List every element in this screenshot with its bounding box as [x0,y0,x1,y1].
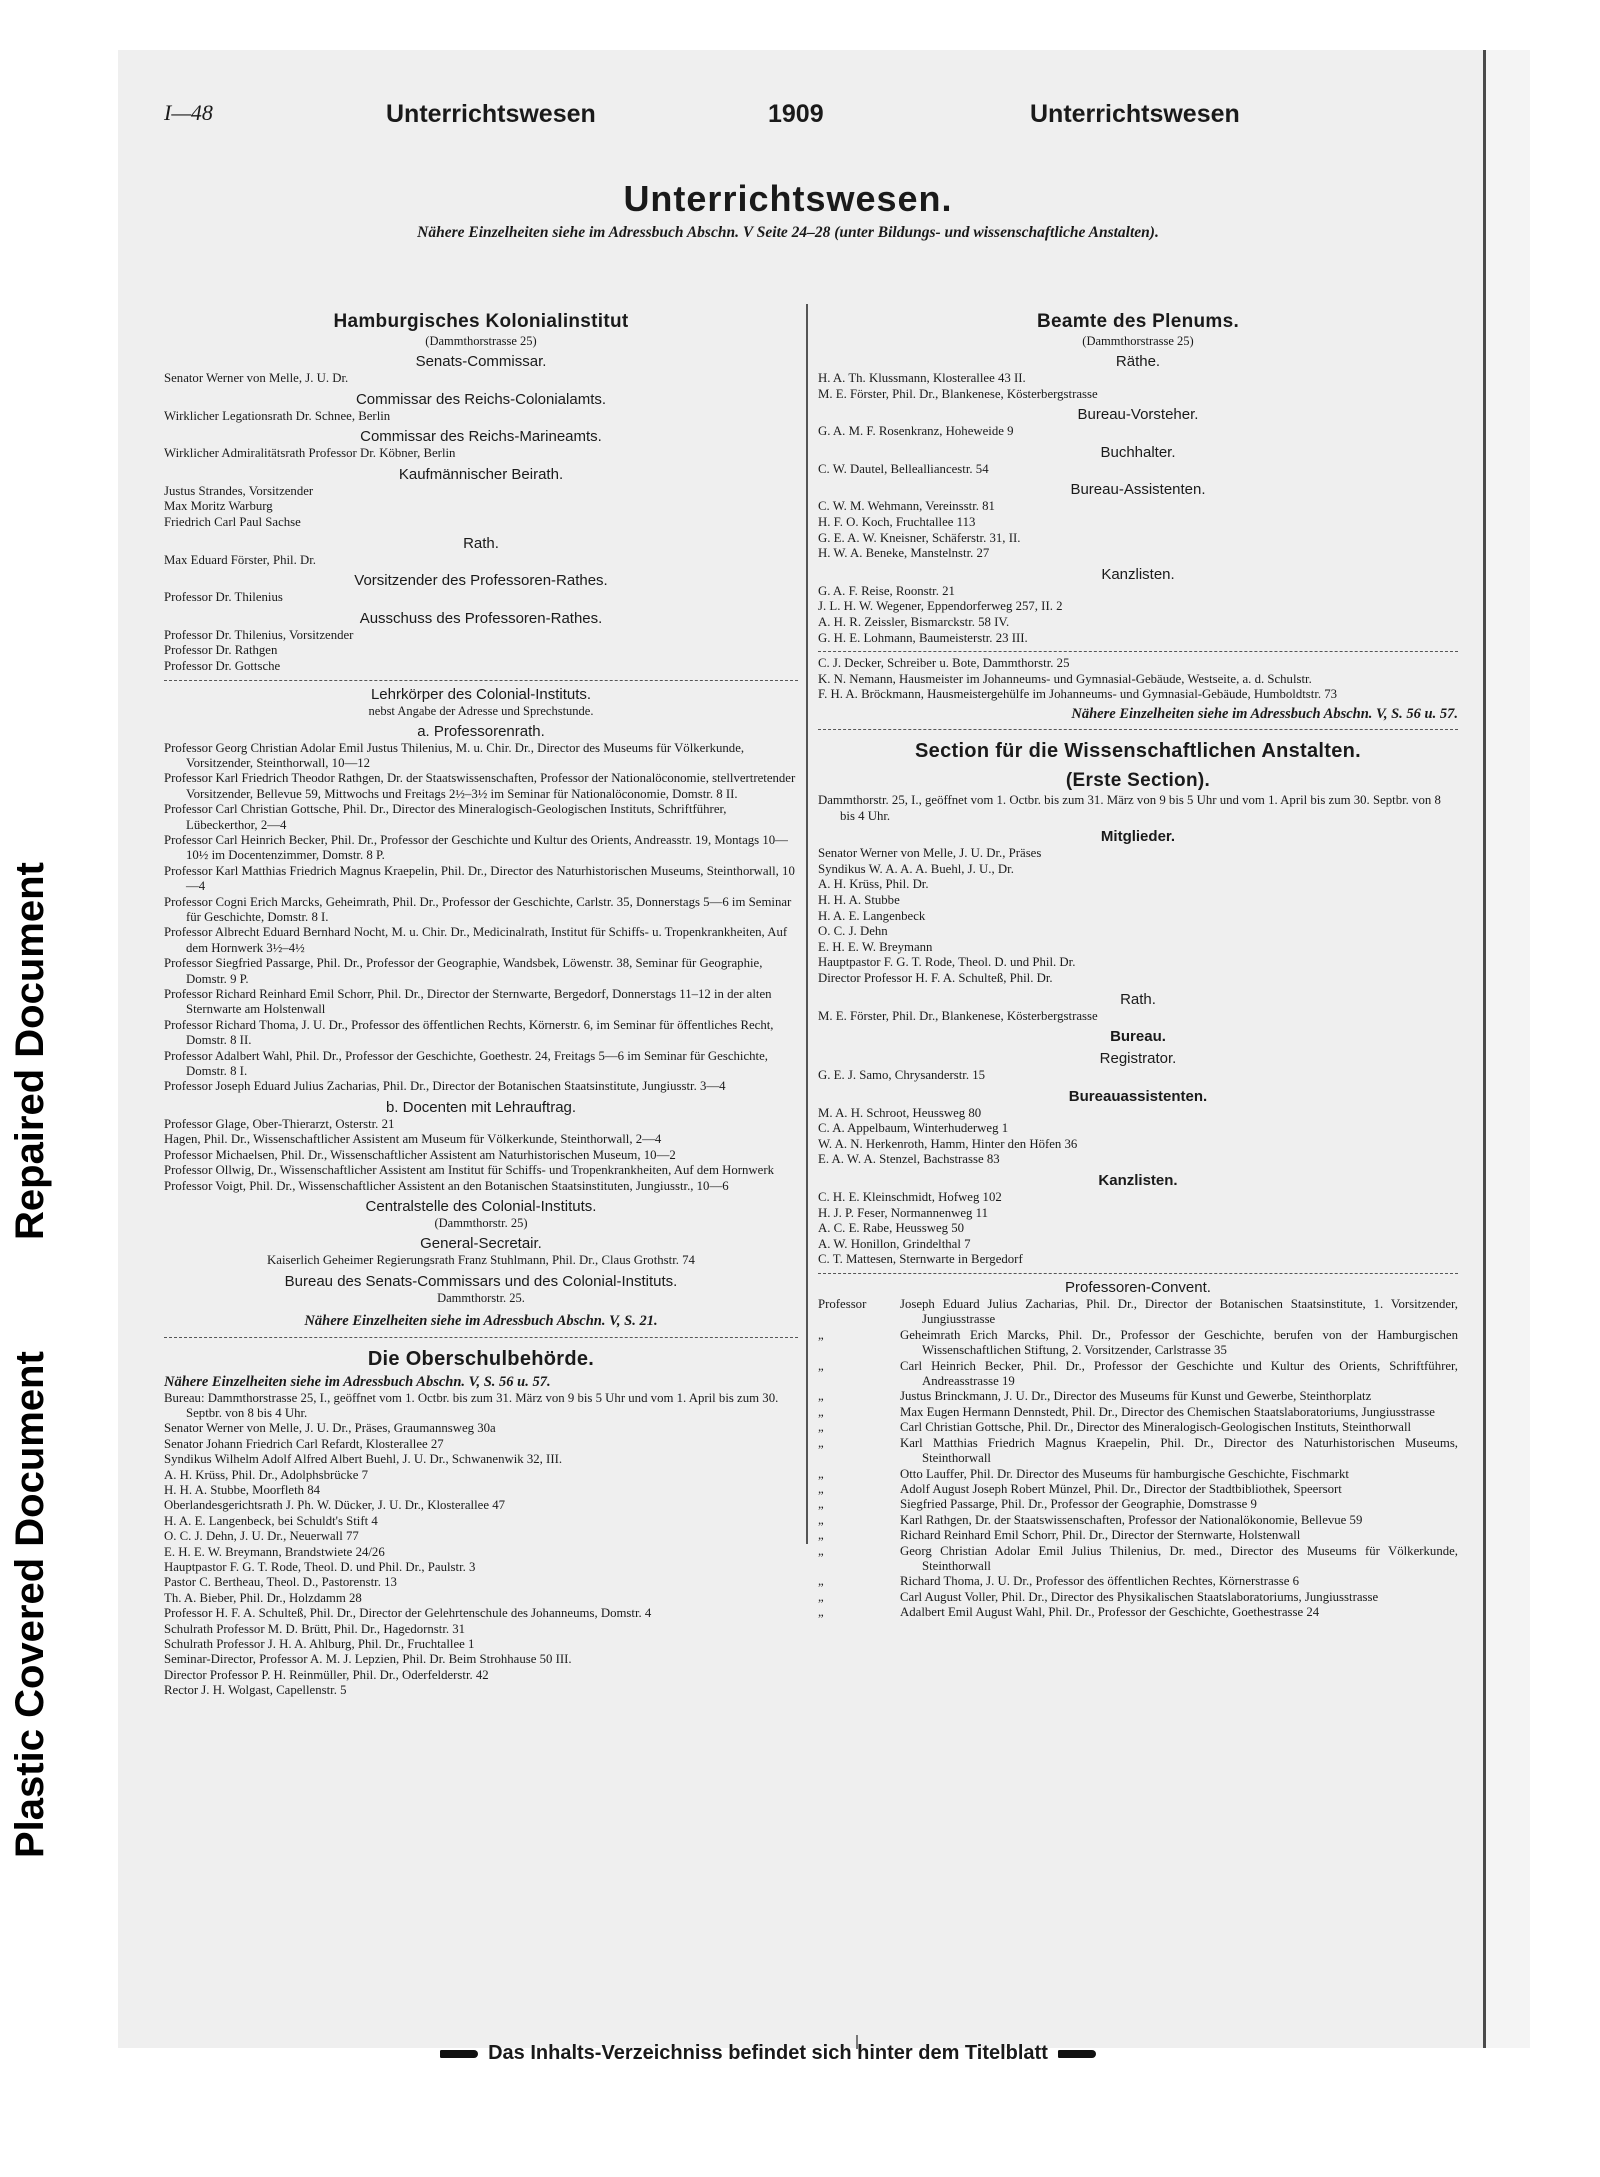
entry-line: G. H. E. Lohmann, Baumeisterstr. 23 III. [818,630,1028,645]
entry-text: Carl Christian Gottsche, Phil. Dr., Director des Mineralogisch-Geologischen Instituts, Steinthorwall [900,1420,1412,1435]
entry-line: C. J. Decker, Schreiber u. Bote, Dammthorstr. 25 [818,656,1070,671]
convent-entry [818,1420,1458,1435]
entry-line: Professor Dr. Rathgen [164,643,278,658]
entry-line: Syndikus W. A. A. A. Buehl, J. U., Dr. [818,861,1014,876]
entry-line: A. H. Krüss, Phil. Dr., Adolphsbrücke 7 [164,1467,369,1482]
convent-entry [818,1574,1458,1589]
entry-line: G. A. M. F. Rosenkranz, Hoheweide 9 [818,424,1014,439]
subsection-subheading: nebst Angabe der Adresse und Sprechstunde. [368,703,594,718]
entry-list [818,1190,1458,1268]
convent-entry [818,1467,1458,1482]
entry-line: H. F. O. Koch, Fruchtallee 113 [818,514,976,529]
entry-line: O. C. J. Dehn [818,924,888,939]
divider [164,1337,798,1338]
entry-line: Hagen, Phil. Dr., Wissenschaftlicher Assistent am Museum für Völkerkunde, Steinthorwall, 2—4 [164,1132,662,1147]
entry-line: Max Eduard Förster, Phil. Dr. [164,552,316,567]
entry-label: „ [818,1358,824,1373]
entry-label: „ [818,1435,824,1450]
left-column [164,306,798,1699]
entry-line: M. E. Förster, Phil. Dr., Blankenese, Kösterbergstrasse [818,1008,1098,1023]
entry-list [818,656,1458,702]
entry-line: O. C. J. Dehn, J. U. Dr., Neuerwall 77 [164,1529,359,1544]
entry-line: Professor Karl Matthias Friedrich Magnus Kraepelin, Phil. Dr., Director des Naturhistorischen Museums, Steinthorwall, 10—4 [164,863,795,894]
entry-line: C. T. Mattesen, Sternwarte in Bergedorf [818,1252,1023,1267]
convent-entry [818,1436,1458,1467]
entry-line: Professor Richard Thoma, J. U. Dr., Professor des öffentlichen Rechts, Körnerstr. 6, im Seminar für öffentliches Recht, Domstr. 8 II. [164,1017,774,1048]
section-subtitle: (Erste Section). [1065,770,1211,792]
entry-line: K. N. Nemann, Hausmeister im Johanneums- und Gymnasial-Gebäude, Westseite, a. d. Schulstr. [818,671,1312,686]
section-title: Section für die Wissenschaftlichen Anstalten. [915,740,1361,763]
entry-line: G. E. A. W. Kneisner, Schäferstr. 31, II. [818,530,1021,545]
entry-list [164,553,798,569]
entry-text: Joseph Eduard Julius Zacharias, Phil. Dr., Director der Botanischen Staatsinstitute, 1. Vorsitzender, Jungiusstrasse [900,1297,1458,1327]
entry-line: Senator Johann Friedrich Carl Refardt, Klosterallee 27 [164,1436,444,1451]
entry-list [818,371,1458,402]
subsection-heading: Kaufmännischer Beirath. [398,465,564,483]
entry-list [164,446,798,462]
entry-line: Kaiserlich Geheimer Regierungsrath Franz Stuhlmann, Phil. Dr., Claus Grothstr. 74 [267,1252,695,1267]
convent-entry [818,1497,1458,1512]
entry-line: Pastor C. Bertheau, Theol. D., Pastorenstr. 13 [164,1575,397,1590]
subsection-heading: Registrator. [1099,1050,1177,1068]
entry-line: A. H. Krüss, Phil. Dr. [818,877,929,892]
convent-entry [818,1513,1458,1528]
subsection-heading: Bureau. [1110,1028,1166,1046]
subsection-heading: Bureau-Assistenten. [1070,481,1206,499]
entry-line: Professor Michaelsen, Phil. Dr., Wissenschaftlicher Assistent am Naturhistorischen Museum, 10—2 [164,1147,676,1162]
entry-line: H. W. A. Beneke, Manstelnstr. 27 [818,546,990,561]
entry-text: Karl Rathgen, Dr. der Staatswissenschaften, Professor der Nationalökonomie, Bellevue 59 [900,1512,1363,1527]
divider [818,1273,1458,1274]
entry-line: Rector J. H. Wolgast, Capellenstr. 5 [164,1683,347,1698]
page-subtitle: Nähere Einzelheiten siehe im Adressbuch Abschn. V Seite 24–28 (unter Bildungs- und wissenschaftliche Anstalten). [417,224,1159,241]
entry-line: Wirklicher Legationsrath Dr. Schnee, Berlin [164,408,391,423]
entry-line: Professor Ollwig, Dr., Wissenschaftlicher Assistent am Institut für Schiffs- und Tropenkrankheiten, Auf dem Hornwerk [164,1163,774,1178]
entry-line: Hauptpastor F. G. T. Rode, Theol. D. und Phil. Dr. [818,955,1076,970]
entry-line: Senator Werner von Melle, J. U. Dr. [164,371,349,385]
entry-list [164,484,798,531]
entry-line: Dammthorstr. 25, I., geöffnet vom 1. Octbr. bis zum 31. März von 9 bis 5 Uhr und vom 1. April bis zum 30. Septbr. von 8 bis 4 Uhr. [818,793,1441,823]
entry-line: M. E. Förster, Phil. Dr., Blankenese, Kösterbergstrasse [818,386,1098,401]
entry-line: Professor Cogni Erich Marcks, Geheimrath, Phil. Dr., Professor der Geschichte, Carlstr. 35, Donnerstags 5—6 im Seminar für Geschichte, Domstr. 8 I. [164,894,792,924]
footer-note [118,2042,1418,2065]
entry-line: Professor Georg Christian Adolar Emil Justus Thilenius, M. u. Chir. Dr., Director des Museums für Völkerkunde, Vorsitzender, Steinthorwall, 10—12 [164,740,745,770]
entry-line: Schulrath Professor M. D. Brütt, Phil. Dr., Hagedornstr. 31 [164,1621,466,1636]
entry-line: H. J. P. Feser, Normannenweg 11 [818,1205,988,1220]
subsection-heading: Vorsitzender des Professoren-Rathes. [354,572,608,590]
entry-label: „ [818,1605,824,1620]
entry-list [164,1421,798,1698]
entry-list [164,1117,798,1194]
subsection-heading: Commissar des Reichs-Colonialamts. [355,390,607,408]
entry-line: Professor Siegfried Passarge, Phil. Dr., Professor der Geographie, Wandsbek, Löwenstr. 38, Seminar für Geographie, Domstr. 9 P. [164,956,763,986]
entry-line: J. L. H. W. Wegener, Eppendorferweg 257, II. 2 [818,599,1063,614]
entry-line: G. A. F. Reise, Roonstr. 21 [818,583,955,598]
running-title-right: Unterrichtswesen [1030,100,1240,128]
subsection-heading: Commissar des Reichs-Marineamts. [360,428,602,446]
page-binding-edge [1483,50,1530,2048]
scanned-page [118,50,1530,2064]
page-header [118,100,1530,140]
entry-label: „ [818,1574,824,1589]
entry-line: G. E. J. Samo, Chrysanderstr. 15 [818,1068,986,1083]
subsection-heading: Bureau des Senats-Commissars und des Colonial-Instituts. [284,1272,678,1290]
subsection-heading: Mitglieder. [1100,828,1176,846]
entry-line: H. H. A. Stubbe, Moorfleth 84 [164,1482,321,1497]
subsection-heading: Räthe. [1115,353,1161,370]
entry-text: Richard Thoma, J. U. Dr., Professor des öffentlichen Rechtes, Körnerstrasse 6 [900,1574,1299,1589]
pointing-hand-icon [440,2050,478,2058]
entry-text: Richard Reinhard Emil Schorr, Phil. Dr., Director der Sternwarte, Holstenwall [900,1528,1301,1543]
divider [818,651,1458,652]
entry-line: Friedrich Carl Paul Sachse [164,514,301,529]
entry-text: Otto Lauffer, Phil. Dr. Director des Museums für hamburgische Geschichte, Fischmarkt [900,1466,1349,1481]
entry-line: C. H. E. Kleinschmidt, Hofweg 102 [818,1190,1002,1205]
entry-line: Professor Carl Christian Gottsche, Phil. Dr., Director des Mineralogisch-Geologischen Instituts, Schriftführer, Lübeckerthor, 2—4 [164,802,727,832]
entry-line: H. A. Th. Klussmann, Klosterallee 43 II. [818,371,1026,385]
entry-list [164,409,798,425]
entry-label: „ [818,1466,824,1481]
entry-list [818,499,1458,561]
page-number: I—48 [164,100,213,125]
entry-list [818,424,1458,440]
reference-note: Nähere Einzelheiten siehe im Adressbuch Abschn. V, S. 21. [304,1312,658,1329]
entry-label: „ [818,1543,824,1558]
entry-line: E. H. E. W. Breymann [818,939,933,954]
subsection-heading: Centralstelle des Colonial-Instituts. [365,1197,597,1215]
entry-line: Professor Dr. Thilenius, Vorsitzender [164,627,354,642]
entry-line: E. H. E. W. Breymann, Brandstwiete 24/26 [164,1544,385,1559]
entry-label: „ [818,1512,824,1527]
entry-line: Oberlandesgerichtsrath J. Ph. W. Dücker, J. U. Dr., Klosterallee 47 [164,1498,506,1513]
entry-list [818,846,1458,986]
subsection-heading: General-Secretair. [420,1234,542,1252]
header-year: 1909 [768,100,824,128]
entry-line: H. A. E. Langenbeck [818,908,926,923]
entry-line: Syndikus Wilhelm Adolf Alfred Albert Buehl, J. U. Dr., Schwanenwik 32, III. [164,1452,563,1467]
entry-label: „ [818,1404,824,1419]
side-margin [0,0,118,2177]
entry-line: W. A. N. Herkenroth, Hamm, Hinter den Höfen 36 [818,1136,1078,1151]
convent-entry [818,1405,1458,1420]
entry-text: Karl Matthias Friedrich Magnus Kraepelin, Phil. Dr., Director des Naturhistorischen Museums, Steinthorwall [900,1435,1458,1466]
section-address: Dammthorstr. 25. [437,1290,525,1305]
divider [164,680,798,681]
entry-line: M. A. H. Schroot, Heussweg 80 [818,1105,982,1120]
entry-line: Professor Albrecht Eduard Bernhard Nocht, M. u. Chir. Dr., Medicinalrath, Institut für Schiffs- u. Tropenkrankheiten, Auf dem Hornwerk 3½–4½ [164,925,788,955]
entry-label: „ [818,1497,824,1512]
entry-label: „ [818,1327,824,1342]
entry-line: Justus Strandes, Vorsitzender [164,483,314,498]
convent-entry [818,1590,1458,1605]
entry-label: „ [818,1481,824,1496]
convent-entry [818,1605,1458,1620]
entry-label: „ [818,1528,824,1543]
entry-label: Professor [818,1297,867,1312]
convent-entry [818,1528,1458,1543]
entry-list [818,584,1458,646]
entry-text: Adalbert Emil August Wahl, Phil. Dr., Professor der Geschichte, Goethestrasse 24 [900,1605,1320,1620]
entry-line: Th. A. Bieber, Phil. Dr., Holzdamm 28 [164,1590,362,1605]
right-column [818,306,1458,1621]
divider [818,729,1458,730]
convent-entry [818,1482,1458,1497]
entry-line: Bureau: Dammthorstrasse 25, I., geöffnet vom 1. Octbr. bis zum 31. März von 9 bis 5 Uhr und vom 1. April bis zum 30. Septbr. von 8 bis 4 Uhr. [164,1390,779,1420]
subsection-heading: Professoren-Convent. [1065,1279,1211,1297]
entry-list [164,741,798,1095]
entry-line: Professor Dr. Gottsche [164,658,281,673]
convent-entry [818,1328,1458,1359]
entry-text: Siegfried Passarge, Phil. Dr., Professor der Geographie, Domstrasse 9 [900,1497,1257,1512]
entry-text: Justus Brinckmann, J. U. Dr., Director des Museums für Kunst und Gewerbe, Steinthorplatz [900,1389,1372,1404]
section-address: (Dammthorstr. 25) [434,1215,528,1230]
subsection-heading: Rath. [463,534,499,552]
subsection-heading: Bureauassistenten. [1068,1087,1208,1105]
entry-list [818,1009,1458,1025]
reference-note: Nähere Einzelheiten siehe im Adressbuch Abschn. V, S. 56 u. 57. [164,1373,551,1390]
subsection-heading: Senats-Commissar. [415,353,547,370]
entry-text: Geheimrath Erich Marcks, Phil. Dr., Professor der Geschichte, berufen von der Hamburgischen Wissenschaftlichen Stiftung, 2. Vorsitzender, Carlstrasse 35 [900,1327,1458,1358]
running-title-left: Unterrichtswesen [386,100,596,128]
entry-text: Adolf August Joseph Robert Münzel, Phil. Dr., Director der Stadtbibliothek, Speersort [900,1481,1342,1496]
section-title: Beamte des Plenums. [1036,311,1240,332]
entry-line: H. H. A. Stubbe [818,892,900,907]
section-title: Hamburgisches Kolonialinstitut [333,311,629,332]
subsection-heading: a. Professorenrath. [417,722,545,740]
plastic-covered-label: Plastic Covered Document [8,1351,52,1858]
entry-label: „ [818,1420,824,1435]
entry-list [164,628,798,675]
entry-list [164,590,798,606]
subsection-heading: Kanzlisten. [1098,1172,1178,1190]
convent-entry [818,1297,1458,1328]
convent-entry [818,1544,1458,1575]
entry-line: Director Professor H. F. A. Schulteß, Phil. Dr. [818,970,1053,985]
subsection-heading: Kanzlisten. [1101,565,1175,583]
entry-line: E. A. W. A. Stenzel, Bachstrasse 83 [818,1152,1000,1167]
entry-text: Carl August Voller, Phil. Dr., Director des Physikalischen Staatslaboratoriums, Jungiusstrasse [900,1589,1379,1604]
entry-line: A. W. Honillon, Grindelthal 7 [818,1236,971,1251]
entry-list [818,462,1458,478]
section-title: Die Oberschulbehörde. [367,1347,595,1370]
entry-label: „ [818,1389,824,1404]
reference-note: Nähere Einzelheiten siehe im Adressbuch Abschn. V, S. 56 u. 57. [1071,706,1458,723]
section-address: (Dammthorstrasse 25) [1082,334,1194,348]
entry-line: Professor H. F. A. Schulteß, Phil. Dr., Director der Gelehrtenschule des Johanneums, Domstr. 4 [164,1606,652,1621]
entry-line: Professor Voigt, Phil. Dr., Wissenschaftlicher Assistent an den Botanischen Staatsinstituten, Jungiusstr., 10—6 [164,1178,729,1193]
entry-line: Senator Werner von Melle, J. U. Dr., Präses, Graumannsweg 30a [164,1421,496,1436]
entry-text: Carl Heinrich Becker, Phil. Dr., Professor der Geschichte und Kultur des Orients, Schriftführer, Andreasstrasse 19 [900,1358,1458,1389]
entry-line: Wirklicher Admiralitätsrath Professor Dr. Köbner, Berlin [164,446,456,461]
entry-list [818,1106,1458,1168]
entry-line: Schulrath Professor J. H. A. Ahlburg, Phil. Dr., Fruchtallee 1 [164,1637,475,1651]
footer-text: Das Inhalts-Verzeichniss befindet sich hinter dem Titelblatt [488,2042,1048,2064]
entry-line: Max Moritz Warburg [164,499,273,514]
entry-line: Professor Dr. Thilenius [164,590,283,605]
subsection-heading: Lehrkörper des Colonial-Instituts. [370,685,592,703]
entry-line: Professor Richard Reinhard Emil Schorr, Phil. Dr., Director der Sternwarte, Bergedorf, Donnerstags 11–12 in der alten Sternwarte am Holstenwall [164,987,772,1017]
entry-line: A. H. R. Zeissler, Bismarckstr. 58 IV. [818,614,1010,629]
entry-text: Georg Christian Adolar Emil Julius Thilenius, Dr. med., Director des Museums für Völkerkunde, Steinthorwall [900,1543,1458,1573]
entry-line: Director Professor P. H. Reinmüller, Phil. Dr., Oderfelderstr. 42 [164,1667,489,1682]
entry-list [164,371,798,387]
entry-line: C. A. Appelbaum, Winterhuderweg 1 [818,1121,1009,1136]
entry-line: F. H. A. Bröckmann, Hausmeistergehülfe im Johanneums- und Gymnasial-Gebäude, Humboldtstr. 73 [818,686,1338,701]
pointing-hand-icon [1058,2050,1096,2058]
page-title: Unterrichtswesen. [623,178,953,219]
entry-line: Hauptpastor F. G. T. Rode, Theol. D. und Phil. Dr., Paulstr. 3 [164,1559,476,1574]
repaired-document-label: Repaired Document [8,862,52,1240]
convent-entry [818,1359,1458,1390]
entry-line: C. W. Dautel, Bellealliancestr. 54 [818,461,989,476]
entry-label: „ [818,1589,824,1604]
subsection-heading: Ausschuss des Professoren-Rathes. [359,609,603,627]
entry-line: A. C. E. Rabe, Heussweg 50 [818,1221,965,1236]
entry-line: Professor Joseph Eduard Julius Zacharias, Phil. Dr., Director der Botanischen Staatsinstitute, Jungiusstr. 3—4 [164,1079,726,1094]
entry-line: Professor Adalbert Wahl, Phil. Dr., Professor der Geschichte, Goethestr. 24, Freitags 5—6 im Seminar für Geschichte, Domstr. 8 I. [164,1048,768,1079]
convent-entry [818,1389,1458,1404]
entry-line: Professor Glage, Ober-Thierarzt, Osterstr. 21 [164,1116,395,1131]
entry-list [818,1068,1458,1084]
entry-line: Seminar-Director, Professor A. M. J. Lepzien, Phil. Dr. Beim Strohhause 50 III. [164,1652,572,1667]
entry-line: Senator Werner von Melle, J. U. Dr., Präses [818,846,1042,861]
convent-list [818,1297,1458,1621]
entry-line: C. W. M. Wehmann, Vereinsstr. 81 [818,499,995,514]
entry-line: H. A. E. Langenbeck, bei Schuldt's Stift 4 [164,1513,378,1528]
entry-line: Professor Carl Heinrich Becker, Phil. Dr., Professor der Geschichte und Kultur des Orients, Andreasstr. 19, Montags 10—10½ im Docentenzimmer, Domstr. 8 P. [164,832,788,863]
column-divider [806,304,808,1544]
subsection-heading: b. Docenten mit Lehrauftrag. [385,1098,577,1116]
subsection-heading: Buchhalter. [1100,443,1176,461]
subsection-heading: Rath. [1120,990,1156,1008]
section-address: (Dammthorstrasse 25) [425,334,537,348]
entry-line: Professor Karl Friedrich Theodor Rathgen, Dr. der Staatswissenschaften, Professor der Nationalöconomie, stellvertretender Vorsitzender, Bellevue 59, Mittwochs und Freitags 2½–3½ im Seminar für Nationalöconomie, Domstr. 8 II. [164,771,796,801]
entry-text: Max Eugen Hermann Dennstedt, Phil. Dr., Director des Chemischen Staatslaboratoriums, Jungiusstrasse [900,1404,1435,1419]
subsection-heading: Bureau-Vorsteher. [1077,406,1199,424]
